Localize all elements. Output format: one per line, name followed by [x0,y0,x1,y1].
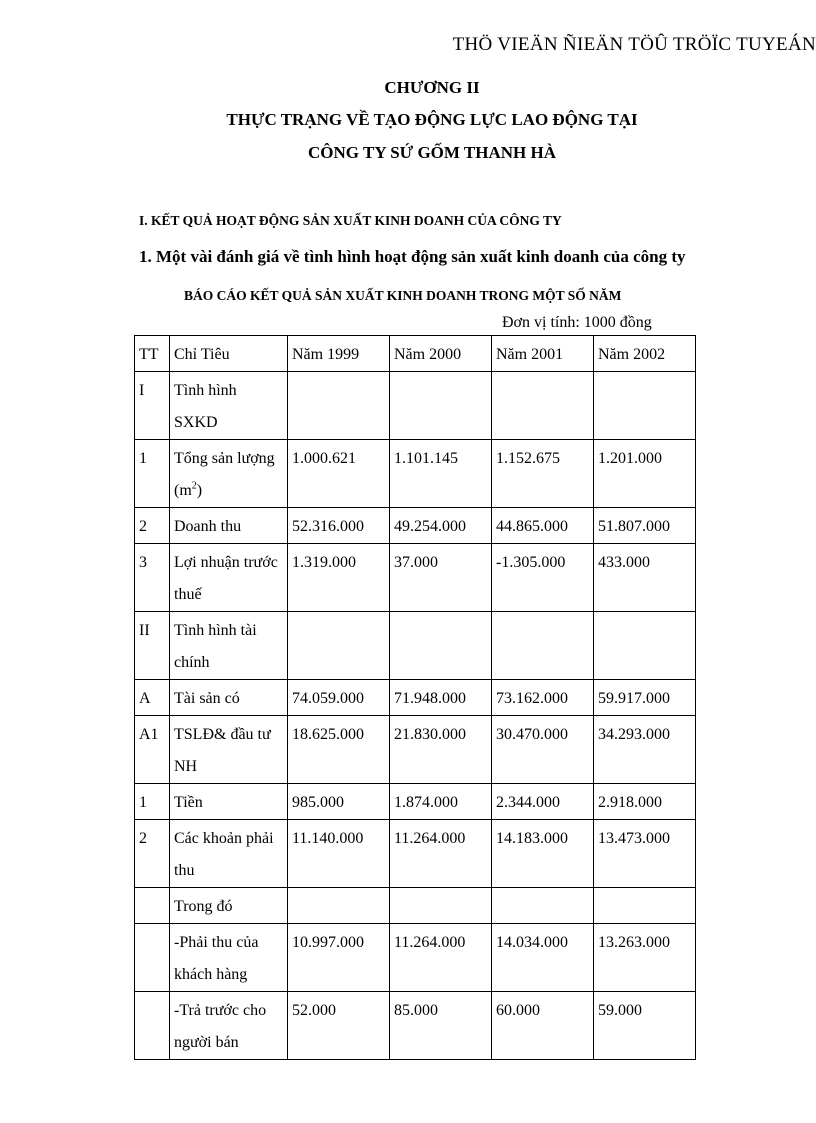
section-heading-1: I. KẾT QUẢ HOẠT ĐỘNG SẢN XUẤT KINH DOANH CỦA CÔNG TY [139,213,562,228]
row-value-2002: 13.473.000 [594,820,696,888]
header-watermark: THÖ VIEÄN ÑIEÄN TÖÛ TRÖÏC TUYEÁN [452,34,816,55]
row-value-2001: 30.470.000 [492,716,594,784]
row-indicator: TSLĐ& đầu tư NH [170,716,288,784]
header-2000: Năm 2000 [390,336,492,372]
table-row [135,440,696,508]
row-tt: A1 [135,716,170,784]
row-value-1999: 1.000.621 [288,440,390,508]
row-tt: II [135,612,170,680]
table-row [135,888,696,924]
row-value-2001 [492,888,594,924]
row-value-2001: 60.000 [492,992,594,1060]
row-value-2000: 1.101.145 [390,440,492,508]
chapter-title-line1: THỰC TRẠNG VỀ TẠO ĐỘNG LỰC LAO ĐỘNG TẠI [226,110,638,129]
row-tt: 1 [135,784,170,820]
row-value-1999: 10.997.000 [288,924,390,992]
header-1999: Năm 1999 [288,336,390,372]
header-2002: Năm 2002 [594,336,696,372]
row-tt: 1 [135,440,170,508]
row-value-2002 [594,888,696,924]
table-row [135,612,696,680]
row-value-2002: 1.201.000 [594,440,696,508]
row-value-1999: 18.625.000 [288,716,390,784]
row-indicator-superscript: 2 [191,480,197,492]
header-2001: Năm 2001 [492,336,594,372]
row-value-2001: -1.305.000 [492,544,594,612]
table-row [135,820,696,888]
table-row [135,372,696,440]
row-value-2000 [390,612,492,680]
row-indicator: Tài sản có [170,680,288,716]
row-value-1999: 52.316.000 [288,508,390,544]
row-value-2002 [594,612,696,680]
row-value-2002: 51.807.000 [594,508,696,544]
row-value-2001: 2.344.000 [492,784,594,820]
row-value-1999: 52.000 [288,992,390,1060]
row-indicator-suffix: ) [196,482,203,499]
row-value-2001: 73.162.000 [492,680,594,716]
row-value-1999: 11.140.000 [288,820,390,888]
row-value-2000: 11.264.000 [390,820,492,888]
row-value-2000: 71.948.000 [390,680,492,716]
row-tt: 2 [135,508,170,544]
row-value-2002: 34.293.000 [594,716,696,784]
row-value-1999 [288,612,390,680]
row-tt: 3 [135,544,170,612]
row-tt: I [135,372,170,440]
chapter-title-line2: CÔNG TY SỨ GỐM THANH HÀ [308,143,556,162]
row-tt: 2 [135,820,170,888]
row-value-2001: 14.034.000 [492,924,594,992]
row-indicator: Lợi nhuận trước thuế [170,544,288,612]
row-value-2000: 21.830.000 [390,716,492,784]
row-indicator: Trong đó [170,888,288,924]
chapter-label: CHƯƠNG II [384,78,480,97]
row-indicator: Doanh thu [170,508,288,544]
table-row [135,924,696,992]
row-value-1999 [288,372,390,440]
row-value-2002 [594,372,696,440]
table-row [135,544,696,612]
table-header-row [135,336,696,372]
report-table [134,335,696,1060]
row-value-2001: 44.865.000 [492,508,594,544]
row-indicator [170,440,288,508]
table-row [135,508,696,544]
row-value-2000 [390,372,492,440]
table-row [135,716,696,784]
row-tt: A [135,680,170,716]
table-row [135,992,696,1060]
row-tt [135,992,170,1060]
header-tt: TT [135,336,170,372]
row-indicator-text: Tổng sản lượng (m [174,450,275,499]
row-value-2002: 433.000 [594,544,696,612]
row-value-1999 [288,888,390,924]
row-value-1999: 985.000 [288,784,390,820]
table-title: BÁO CÁO KẾT QUẢ SẢN XUẤT KINH DOANH TRONG MỘT SỐ NĂM [184,288,622,303]
row-indicator: -Trả trước cho người bán [170,992,288,1060]
row-tt [135,888,170,924]
row-value-2000: 37.000 [390,544,492,612]
row-value-2002: 59.000 [594,992,696,1060]
table-row [135,680,696,716]
row-indicator: Tình hình SXKD [170,372,288,440]
row-value-2000: 49.254.000 [390,508,492,544]
row-indicator: Tình hình tài chính [170,612,288,680]
row-indicator: -Phải thu của khách hàng [170,924,288,992]
row-value-2001: 14.183.000 [492,820,594,888]
row-value-2000 [390,888,492,924]
table-unit: Đơn vị tính: 1000 đồng [502,314,652,331]
row-value-1999: 74.059.000 [288,680,390,716]
row-value-2002: 2.918.000 [594,784,696,820]
row-value-1999: 1.319.000 [288,544,390,612]
row-tt [135,924,170,992]
row-value-2000: 1.874.000 [390,784,492,820]
row-value-2000: 85.000 [390,992,492,1060]
row-value-2001 [492,612,594,680]
row-indicator: Các khoản phải thu [170,820,288,888]
row-value-2002: 59.917.000 [594,680,696,716]
header-indicator: Chỉ Tiêu [170,336,288,372]
row-value-2000: 11.264.000 [390,924,492,992]
table-row [135,784,696,820]
section-heading-2: 1. Một vài đánh giá về tình hình hoạt động sản xuất kinh doanh của công ty [139,247,686,266]
row-value-2001 [492,372,594,440]
row-indicator: Tiền [170,784,288,820]
row-value-2001: 1.152.675 [492,440,594,508]
row-value-2002: 13.263.000 [594,924,696,992]
